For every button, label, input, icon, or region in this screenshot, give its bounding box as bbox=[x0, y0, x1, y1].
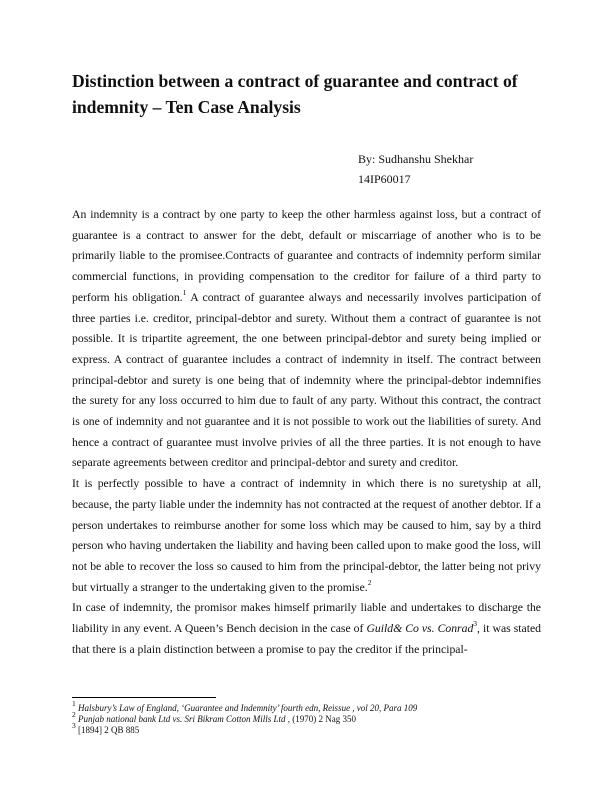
paragraph-1-text-b: A contract of guarantee always and necessarily involves participation of three parties i.e. creditor, principal-debtor and surety. Without them a contract of guarantee is not possible. It is tripartite agreement, the one between principal-debtor and surety being implied or express. A contract of guarantee includes a contract of indemnity in itself. The contract between principal-debtor and surety is one being that of indemnity where the principal-debtor indemnifies the surety for any loss occurred to him due to fault of any party. Without this contract, the contract is one of indemnity and not guarantee and it is not possible to work out the liabilities of surety. And hence a contract of guarantee must involve privies of all the three parties. It is not enough to have separate agreements between creditor and principal-debtor and surety and creditor. bbox=[72, 290, 541, 470]
footnote-ref-1[interactable]: 1 bbox=[182, 287, 187, 297]
footnote-3 bbox=[72, 721, 542, 736]
footnote-1 bbox=[72, 699, 542, 714]
paragraph-2 bbox=[72, 474, 541, 598]
paragraph-1 bbox=[72, 205, 541, 474]
author-block bbox=[358, 149, 473, 189]
author-roll-number: 14IP60017 bbox=[358, 172, 411, 186]
footnotes bbox=[72, 699, 542, 736]
paragraph-1-text-a: An indemnity is a contract by one party to keep the other harmless against loss, but a contract of guarantee is a contract to answer for the debt, default or miscarriage of another who is to be primarily liable to the promisee.Contracts of guarantee and contracts of indemnity perform similar commercial functions, in providing compensation to the creditor for failure of a third party to perform his obligation. bbox=[72, 208, 541, 304]
footnote-number: 3 bbox=[72, 721, 76, 730]
footnote-citation: Halsbury’s Law of England, ‘Guarantee and Indemnity’ fourth edn, Reissue , vol 20, Para 109 bbox=[78, 703, 418, 713]
paragraph-2-text: It is perfectly possible to have a contract of indemnity in which there is no suretyship at all, because, the party liable under the indemnity has not contracted at the request of another debtor. If a person undertakes to reimburse another for some loss which may be caused to him, say by a third person who having undertaken the liability and having been called upon to make good the loss, will not be able to recover the loss so caused to him from the principal-debtor, the latter being not privy but virtually a stranger to the undertaking given to the promise. bbox=[72, 477, 541, 594]
footnote-citation: Punjab national bank Ltd vs. Sri Bikram Cotton Mills Ltd bbox=[78, 714, 286, 724]
document-title: Distinction between a contract of guarantee and contract of indemnity – Ten Case Analysis bbox=[72, 71, 518, 117]
author-name: By: Sudhanshu Shekhar bbox=[358, 152, 474, 166]
footnote-number: 1 bbox=[72, 699, 76, 708]
document-body bbox=[72, 205, 541, 660]
footnote-ref-3[interactable]: 3 bbox=[473, 619, 478, 629]
paragraph-3 bbox=[72, 598, 541, 660]
case-name: Guild& Co vs. Conrad bbox=[366, 622, 474, 636]
paragraph-3-text-a: In case of indemnity, the promisor makes himself primarily liable and undertakes to discharge the liability in any event. A Queen’s Bench decision in the case of bbox=[72, 601, 541, 636]
footnote-ref-2[interactable]: 2 bbox=[367, 577, 372, 587]
footnote-number: 2 bbox=[72, 710, 76, 719]
footnote-detail: [1894] 2 QB 885 bbox=[78, 725, 140, 735]
footnote-2 bbox=[72, 710, 542, 725]
footnote-divider bbox=[72, 697, 216, 698]
paragraph-3-text-b: , it was stated that there is a plain distinction between a promise to pay the creditor if the principal- bbox=[72, 622, 542, 656]
footnote-detail: , (1970) 2 Nag 350 bbox=[285, 714, 357, 724]
